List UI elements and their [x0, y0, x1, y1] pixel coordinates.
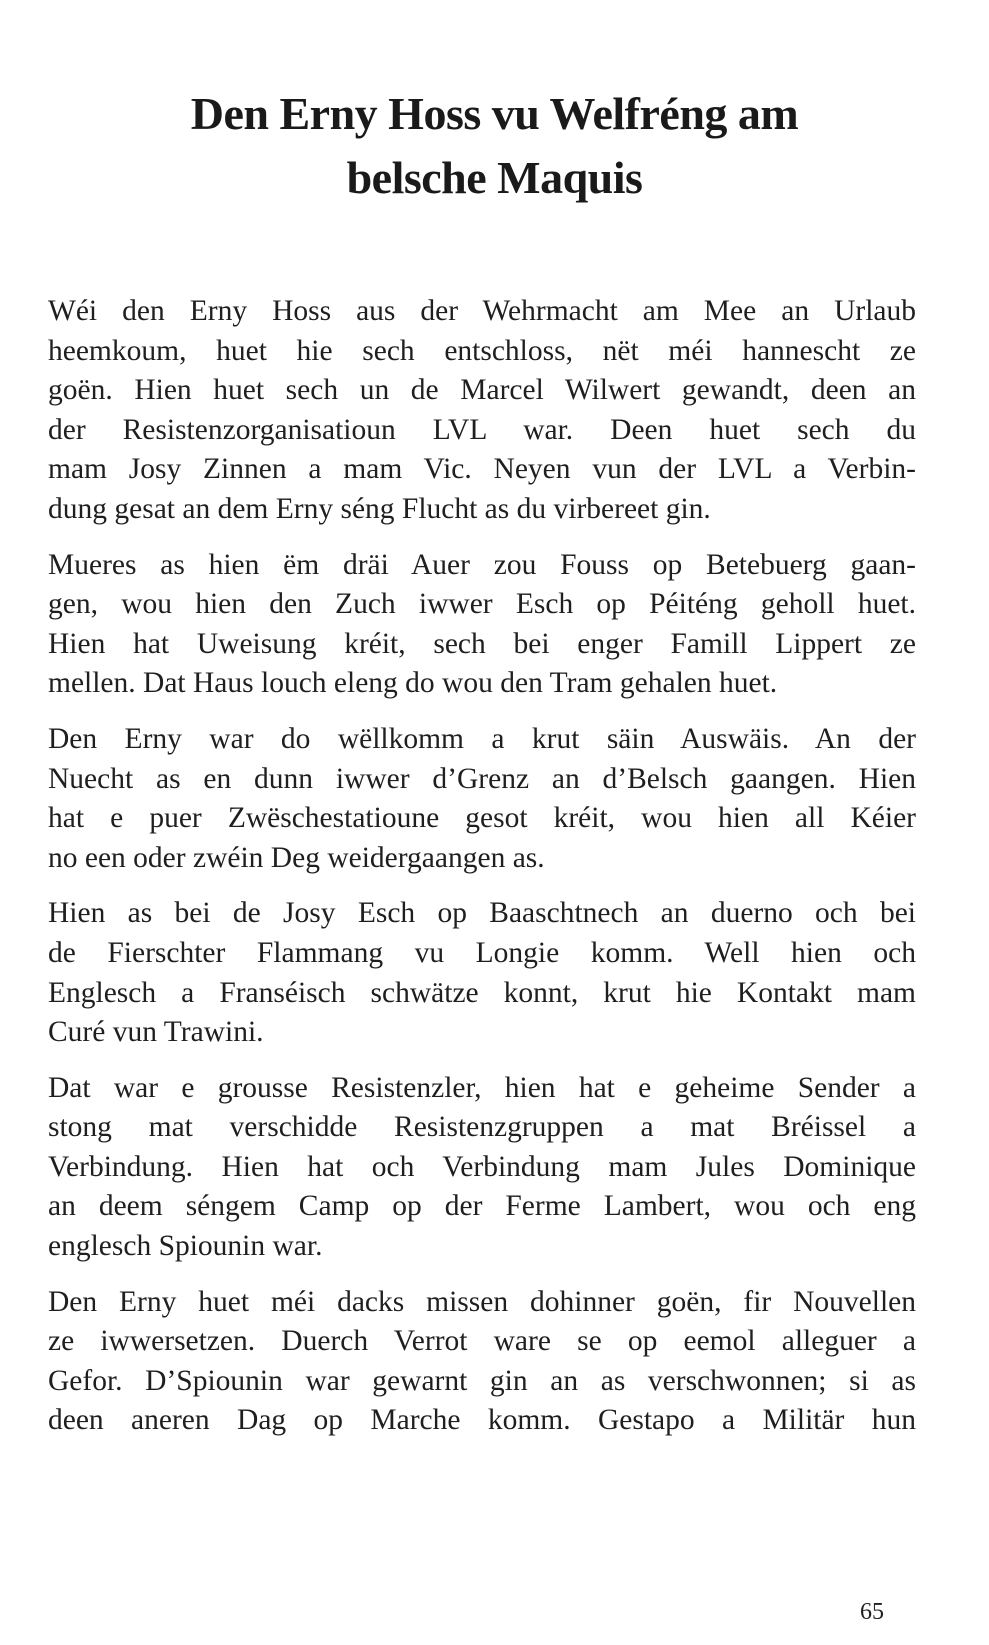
paragraph-line: goën. Hien huet sech un de Marcel Wilwert gewandt, deen an — [48, 374, 916, 407]
paragraph — [48, 292, 916, 530]
paragraph-line: mellen. Dat Haus louch eleng do wou den Tram gehalen huet. — [48, 667, 778, 700]
paragraph-line: Dat war e grousse Resistenzler, hien hat e geheime Sender a — [48, 1071, 916, 1104]
paragraph — [48, 894, 916, 1052]
paragraph-line: an deem séngem Camp op der Ferme Lambert, wou och eng — [48, 1190, 916, 1223]
paragraph-line: stong mat verschidde Resistenzgruppen a mat Bréissel a — [48, 1111, 916, 1144]
paragraph-line: Nuecht as en dunn iwwer d’Grenz an d’Belsch gaangen. Hien — [48, 762, 916, 795]
paragraph-line: Gefor. D’Spiounin war gewarnt gin an as verschwonnen; si as — [48, 1364, 916, 1397]
page-number: 65 — [860, 1599, 884, 1625]
paragraph — [48, 546, 916, 704]
paragraph-line: mam Josy Zinnen a mam Vic. Neyen vun der LVL a Verbin- — [48, 453, 916, 486]
paragraph — [48, 1069, 916, 1267]
paragraph-line: heemkoum, huet hie sech entschloss, nët méi hannescht ze — [48, 334, 916, 367]
paragraph-line: Curé vun Trawini. — [48, 1016, 264, 1049]
paragraph-line: gen, wou hien den Zuch iwwer Esch op Péiténg geholl huet. — [48, 588, 916, 621]
paragraph-line: deen aneren Dag op Marche komm. Gestapo a Militär hun — [48, 1404, 916, 1437]
paragraph — [48, 1283, 916, 1441]
paragraph-line: Verbindung. Hien hat och Verbindung mam Jules Dominique — [48, 1150, 916, 1183]
paragraph-line: no een oder zwéin Deg weidergaangen as. — [48, 841, 545, 874]
chapter-title-line-1: Den Erny Hoss vu Welfréng am — [190, 88, 799, 139]
paragraph — [48, 720, 916, 878]
paragraph-line: Hien hat Uweisung kréit, sech bei enger Famill Lippert ze — [48, 627, 916, 660]
paragraph-line: Wéi den Erny Hoss aus der Wehrmacht am Mee an Urlaub — [48, 295, 916, 327]
paragraph-line: Den Erny huet méi dacks missen dohinner goën, fir Nouvellen — [48, 1285, 916, 1318]
paragraph-line: Den Erny war do wëllkomm a krut säin Auswäis. An der — [48, 722, 916, 755]
paragraph-line: englesch Spiounin war. — [48, 1230, 323, 1263]
paragraph-line: de Fierschter Flammang vu Longie komm. Well hien och — [48, 936, 916, 969]
chapter-title — [60, 82, 929, 210]
chapter-title-line-2: belsche Maquis — [346, 152, 643, 203]
paragraph-line: der Resistenzorganisatioun LVL war. Deen huet sech du — [48, 413, 916, 446]
paragraph-line: Hien as bei de Josy Esch op Baaschtnech an duerno och bei — [48, 897, 916, 930]
body-text — [48, 292, 916, 1457]
paragraph-line: ze iwwersetzen. Duerch Verrot ware se op eemol alleguer a — [48, 1325, 916, 1358]
paragraph-line: hat e puer Zwëschestatioune gesot kréit, wou hien all Kéier — [48, 802, 916, 835]
paragraph-line: Mueres as hien ëm dräi Auer zou Fouss op Betebuerg gaan- — [48, 548, 916, 581]
paragraph-line: dung gesat an dem Erny séng Flucht as du virbereet gin. — [48, 492, 711, 525]
paragraph-line: Englesch a Franséisch schwätze konnt, krut hie Kontakt mam — [48, 976, 916, 1009]
